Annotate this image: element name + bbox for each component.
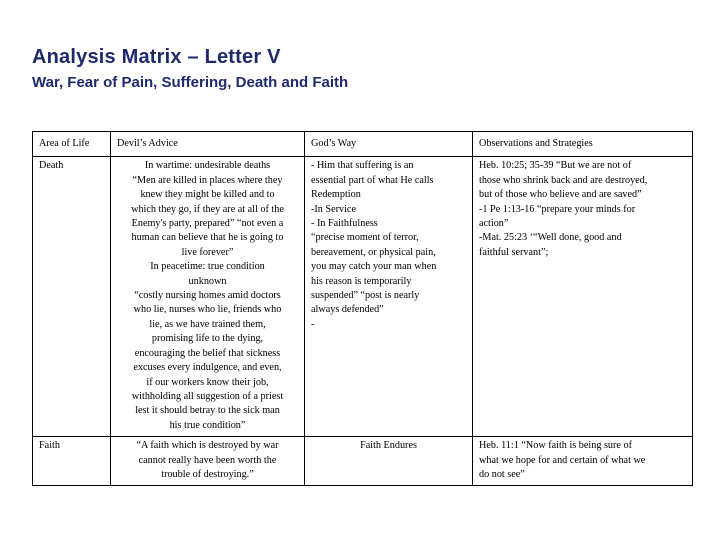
- cell-devils-advice: [111, 437, 305, 486]
- cell-gods-way: [305, 157, 473, 437]
- text-line: faithful servant”;: [479, 246, 549, 258]
- text-line: -1 Pe 1:13-16 “prepare your minds for: [479, 203, 636, 215]
- text-line: do not see”: [479, 468, 525, 480]
- text-line: if our workers know their job,: [146, 376, 269, 388]
- text-line: human can believe that he is going to: [131, 232, 284, 244]
- text-line: lest it should betray to the sick man: [135, 405, 280, 417]
- text-line: you may catch your man when: [311, 261, 437, 273]
- cell-gods-way: [305, 437, 473, 486]
- analysis-matrix-table: [32, 131, 693, 486]
- text-line: promising life to the dying,: [151, 333, 264, 345]
- table-row: [33, 157, 693, 437]
- text-line: bereavement, or physical pain,: [311, 246, 436, 258]
- text-line: Enemy's party, prepared” “not even a: [131, 218, 284, 230]
- text-line: what we hope for and certain of what we: [479, 454, 646, 466]
- header-devils-advice: Devil’s Advice: [111, 132, 305, 157]
- text-line: In wartime: undesirable deaths: [144, 160, 271, 172]
- text-line: who lie, nurses who lie, friends who: [133, 304, 282, 316]
- text-line: In peacetime: true condition: [150, 261, 265, 273]
- text-line: trouble of destroying.”: [161, 468, 254, 480]
- text-line: encouraging the belief that sickness: [134, 347, 281, 359]
- text-line: -In Service: [311, 203, 356, 215]
- text-line: action”: [479, 218, 509, 230]
- text-line: “costly nursing homes amid doctors: [134, 290, 281, 302]
- cell-area: Death: [33, 157, 111, 437]
- text-line: “precise moment of terror,: [311, 232, 419, 244]
- text-line: - Him that suffering is an: [311, 160, 414, 172]
- text-line: those who shrink back and are destroyed,: [479, 174, 648, 186]
- text-line: always defended”: [311, 304, 384, 316]
- page-subtitle: War, Fear of Pain, Suffering, Death and Faith: [32, 74, 349, 91]
- text-line: Faith Endures: [360, 440, 417, 452]
- text-line: Redemption: [311, 189, 361, 201]
- header-gods-way: God’s Way: [305, 132, 473, 157]
- text-line: essential part of what He calls: [311, 174, 434, 186]
- text-line: Heb. 10:25; 35-39 “But we are not of: [479, 160, 632, 172]
- text-line: knew they might be killed and to: [140, 189, 275, 201]
- text-line: “A faith which is destroyed by war: [136, 440, 279, 452]
- header-area-of-life: Area of Life: [33, 132, 111, 157]
- text-line: suspended” “post is nearly: [311, 290, 420, 302]
- text-line: excuses every indulgence, and even,: [133, 362, 282, 374]
- cell-devils-advice: [111, 157, 305, 437]
- page-title: Analysis Matrix – Letter V: [32, 46, 281, 68]
- text-line: withholding all suggestion of a priest: [131, 390, 284, 402]
- table-header-row: [33, 132, 693, 157]
- table-row: [33, 437, 693, 486]
- text-line: Heb. 11:1 “Now faith is being sure of: [479, 440, 632, 452]
- header-observations: Observations and Strategies: [473, 132, 693, 157]
- text-line: his true condition”: [169, 419, 246, 431]
- text-line: live forever”: [181, 246, 234, 258]
- cell-area: Faith: [33, 437, 111, 486]
- cell-observations: [473, 437, 693, 486]
- cell-observations: [473, 157, 693, 437]
- text-line: cannot really have been worth the: [138, 454, 277, 466]
- text-line: lie, as we have trained them,: [149, 318, 266, 330]
- text-line: but of those who believe and are saved”: [479, 189, 642, 201]
- text-line: unknown: [188, 275, 227, 287]
- text-line: “Men are killed in places where they: [132, 174, 283, 186]
- text-line: his reason is temporarily: [311, 275, 412, 287]
- text-line: -Mat. 25:23 ‘“Well done, good and: [479, 232, 622, 244]
- text-line: - In Faithfulness: [311, 218, 378, 230]
- text-line: -: [311, 318, 315, 330]
- text-line: which they go, if they are at all of the: [131, 203, 284, 215]
